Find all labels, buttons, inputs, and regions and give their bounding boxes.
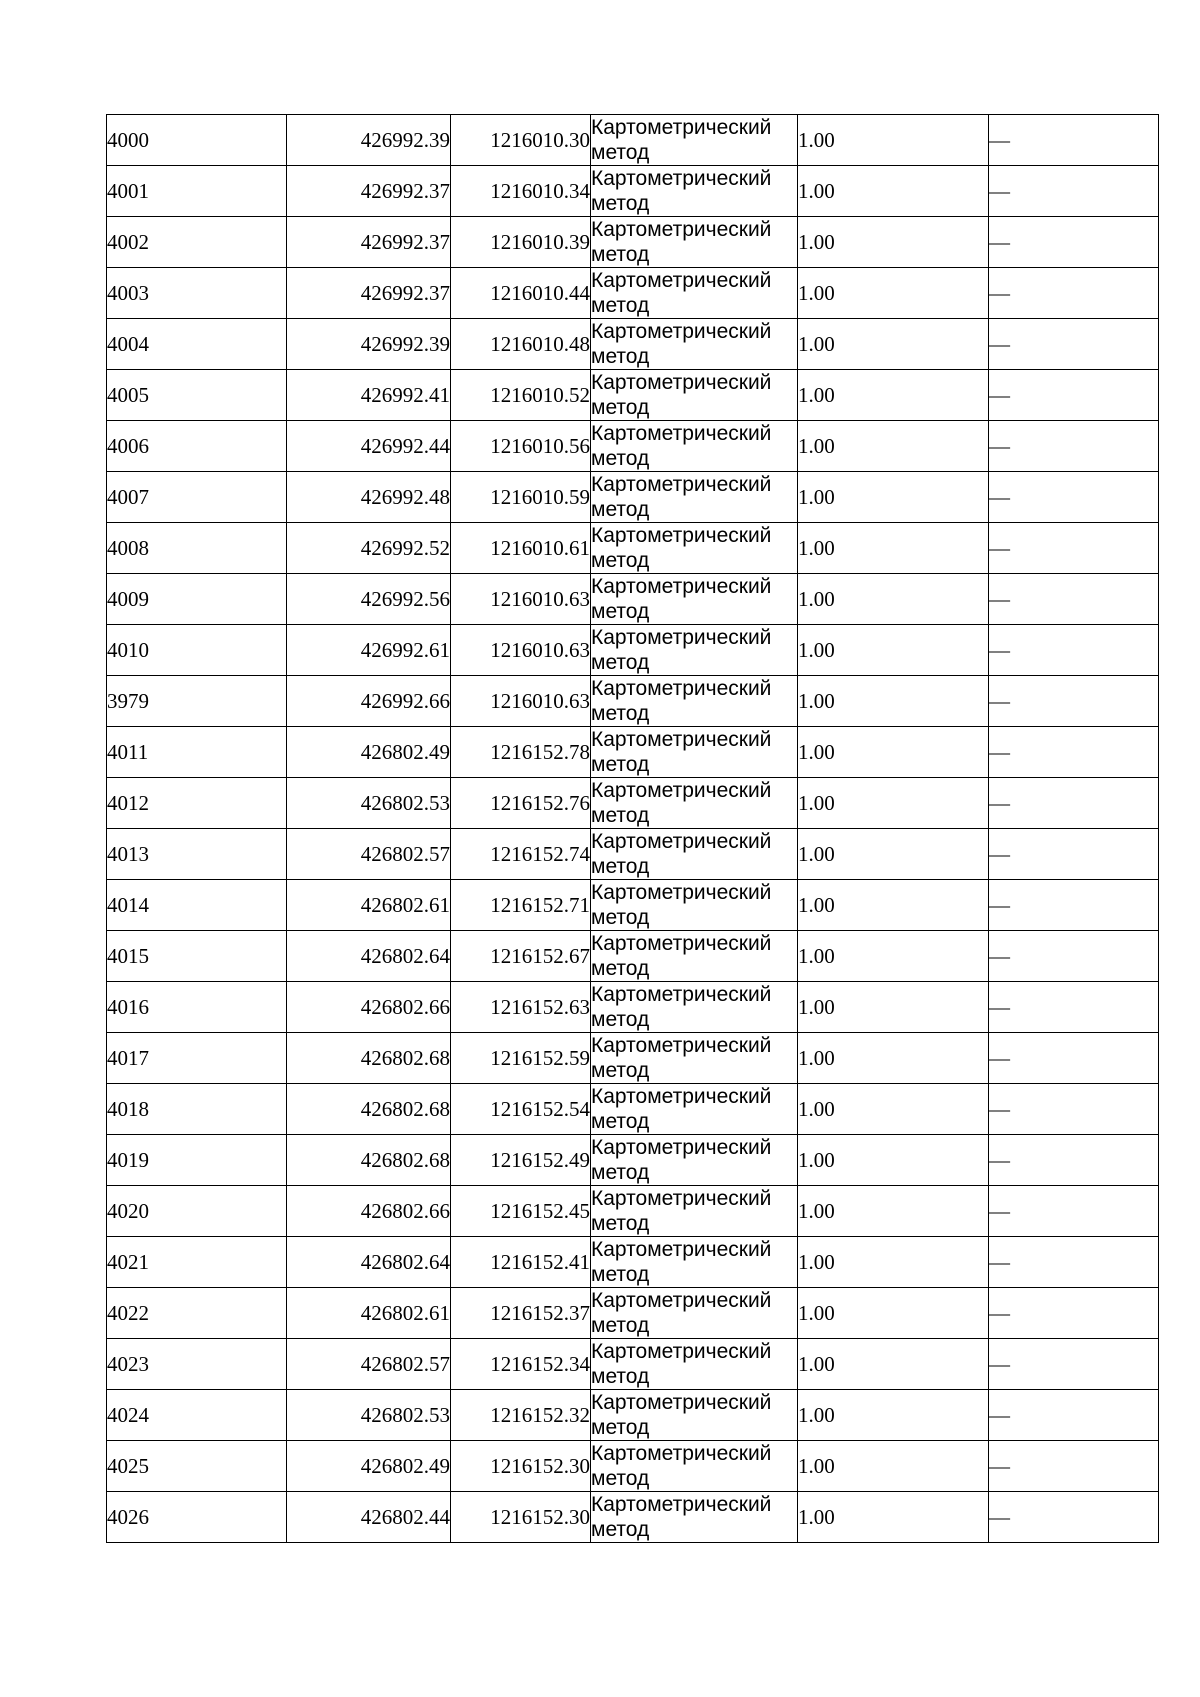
table-row	[107, 319, 1159, 370]
table-row	[107, 1288, 1159, 1339]
table-row	[107, 421, 1159, 472]
coordinate-x-cell: 426992.52	[287, 523, 451, 574]
table-row	[107, 676, 1159, 727]
method-line-1: Картометрический	[591, 1442, 772, 1465]
accuracy-cell: 1.00	[798, 931, 989, 982]
method-line-2: метод	[591, 702, 650, 725]
method-line-2: метод	[591, 1161, 650, 1184]
coordinate-x-cell: 426802.61	[287, 880, 451, 931]
coordinate-y-cell: 1216010.59	[451, 472, 591, 523]
point-number-cell: 4001	[107, 166, 287, 217]
method-line-1: Картометрический	[591, 473, 772, 496]
table-row	[107, 880, 1159, 931]
description-cell: —	[989, 1186, 1159, 1237]
method-line-1: Картометрический	[591, 575, 772, 598]
table-row	[107, 1237, 1159, 1288]
point-number-cell: 4025	[107, 1441, 287, 1492]
point-number-cell: 4008	[107, 523, 287, 574]
coordinates-table-body	[107, 115, 1159, 1543]
method-line-1: Картометрический	[591, 1136, 772, 1159]
method-cell	[591, 880, 798, 931]
accuracy-cell: 1.00	[798, 1339, 989, 1390]
point-number-cell: 4021	[107, 1237, 287, 1288]
method-line-2: метод	[591, 447, 650, 470]
coordinate-y-cell: 1216152.78	[451, 727, 591, 778]
accuracy-cell: 1.00	[798, 1186, 989, 1237]
accuracy-cell: 1.00	[798, 1288, 989, 1339]
method-line-2: метод	[591, 600, 650, 623]
method-line-2: метод	[591, 957, 650, 980]
coordinates-table	[106, 114, 1159, 1543]
coordinate-x-cell: 426992.61	[287, 625, 451, 676]
method-cell	[591, 1288, 798, 1339]
point-number-cell: 4000	[107, 115, 287, 166]
table-row	[107, 1084, 1159, 1135]
method-cell	[591, 421, 798, 472]
coordinate-x-cell: 426802.53	[287, 1390, 451, 1441]
coordinate-x-cell: 426802.49	[287, 727, 451, 778]
method-line-2: метод	[591, 498, 650, 521]
description-cell: —	[989, 115, 1159, 166]
method-line-1: Картометрический	[591, 1340, 772, 1363]
table-row	[107, 778, 1159, 829]
method-cell	[591, 115, 798, 166]
coordinate-y-cell: 1216152.45	[451, 1186, 591, 1237]
table-row	[107, 625, 1159, 676]
method-line-2: метод	[591, 1467, 650, 1490]
table-row	[107, 115, 1159, 166]
coordinate-x-cell: 426802.44	[287, 1492, 451, 1543]
table-row	[107, 727, 1159, 778]
accuracy-cell: 1.00	[798, 523, 989, 574]
method-line-2: метод	[591, 1365, 650, 1388]
point-number-cell: 4020	[107, 1186, 287, 1237]
accuracy-cell: 1.00	[798, 1237, 989, 1288]
accuracy-cell: 1.00	[798, 319, 989, 370]
method-cell	[591, 1033, 798, 1084]
point-number-cell: 4002	[107, 217, 287, 268]
method-cell	[591, 1441, 798, 1492]
method-line-2: метод	[591, 345, 650, 368]
method-line-1: Картометрический	[591, 320, 772, 343]
coordinate-y-cell: 1216010.63	[451, 625, 591, 676]
method-cell	[591, 574, 798, 625]
point-number-cell: 4003	[107, 268, 287, 319]
method-line-2: метод	[591, 141, 650, 164]
method-line-1: Картометрический	[591, 269, 772, 292]
coordinate-x-cell: 426802.64	[287, 1237, 451, 1288]
coordinate-y-cell: 1216010.56	[451, 421, 591, 472]
point-number-cell: 4006	[107, 421, 287, 472]
method-line-1: Картометрический	[591, 1391, 772, 1414]
accuracy-cell: 1.00	[798, 727, 989, 778]
method-cell	[591, 625, 798, 676]
description-cell: —	[989, 880, 1159, 931]
method-line-1: Картометрический	[591, 524, 772, 547]
table-row	[107, 268, 1159, 319]
point-number-cell: 4014	[107, 880, 287, 931]
description-cell: —	[989, 1390, 1159, 1441]
table-row	[107, 982, 1159, 1033]
coordinate-x-cell: 426802.64	[287, 931, 451, 982]
coordinate-y-cell: 1216010.30	[451, 115, 591, 166]
accuracy-cell: 1.00	[798, 1492, 989, 1543]
accuracy-cell: 1.00	[798, 421, 989, 472]
point-number-cell: 4024	[107, 1390, 287, 1441]
method-line-1: Картометрический	[591, 830, 772, 853]
coordinate-y-cell: 1216152.63	[451, 982, 591, 1033]
coordinate-y-cell: 1216010.48	[451, 319, 591, 370]
table-row	[107, 370, 1159, 421]
method-line-1: Картометрический	[591, 1289, 772, 1312]
coordinate-y-cell: 1216010.52	[451, 370, 591, 421]
description-cell: —	[989, 778, 1159, 829]
coordinate-x-cell: 426992.39	[287, 319, 451, 370]
method-cell	[591, 370, 798, 421]
method-cell	[591, 931, 798, 982]
coordinate-x-cell: 426992.37	[287, 217, 451, 268]
coordinate-x-cell: 426992.39	[287, 115, 451, 166]
description-cell: —	[989, 370, 1159, 421]
accuracy-cell: 1.00	[798, 1390, 989, 1441]
method-cell	[591, 1390, 798, 1441]
method-cell	[591, 1084, 798, 1135]
method-line-1: Картометрический	[591, 983, 772, 1006]
coordinate-y-cell: 1216010.34	[451, 166, 591, 217]
description-cell: —	[989, 676, 1159, 727]
coordinate-y-cell: 1216152.71	[451, 880, 591, 931]
table-row	[107, 166, 1159, 217]
accuracy-cell: 1.00	[798, 574, 989, 625]
accuracy-cell: 1.00	[798, 217, 989, 268]
point-number-cell: 4004	[107, 319, 287, 370]
method-line-2: метод	[591, 1416, 650, 1439]
table-row	[107, 1135, 1159, 1186]
accuracy-cell: 1.00	[798, 778, 989, 829]
accuracy-cell: 1.00	[798, 625, 989, 676]
method-line-1: Картометрический	[591, 1085, 772, 1108]
description-cell: —	[989, 421, 1159, 472]
method-cell	[591, 829, 798, 880]
point-number-cell: 3979	[107, 676, 287, 727]
coordinate-y-cell: 1216010.44	[451, 268, 591, 319]
method-line-2: метод	[591, 804, 650, 827]
method-cell	[591, 676, 798, 727]
accuracy-cell: 1.00	[798, 268, 989, 319]
coordinate-y-cell: 1216152.30	[451, 1441, 591, 1492]
coordinate-x-cell: 426802.57	[287, 829, 451, 880]
coordinate-x-cell: 426802.68	[287, 1033, 451, 1084]
point-number-cell: 4013	[107, 829, 287, 880]
accuracy-cell: 1.00	[798, 166, 989, 217]
description-cell: —	[989, 1492, 1159, 1543]
accuracy-cell: 1.00	[798, 472, 989, 523]
table-row	[107, 1492, 1159, 1543]
method-line-1: Картометрический	[591, 1493, 772, 1516]
description-cell: —	[989, 166, 1159, 217]
table-row	[107, 1339, 1159, 1390]
method-line-1: Картометрический	[591, 167, 772, 190]
method-line-1: Картометрический	[591, 116, 772, 139]
method-line-1: Картометрический	[591, 1034, 772, 1057]
point-number-cell: 4019	[107, 1135, 287, 1186]
coordinate-x-cell: 426992.37	[287, 166, 451, 217]
coordinate-y-cell: 1216152.49	[451, 1135, 591, 1186]
coordinate-x-cell: 426802.68	[287, 1135, 451, 1186]
method-line-2: метод	[591, 855, 650, 878]
description-cell: —	[989, 931, 1159, 982]
accuracy-cell: 1.00	[798, 829, 989, 880]
description-cell: —	[989, 268, 1159, 319]
point-number-cell: 4016	[107, 982, 287, 1033]
description-cell: —	[989, 1237, 1159, 1288]
description-cell: —	[989, 625, 1159, 676]
point-number-cell: 4009	[107, 574, 287, 625]
method-cell	[591, 319, 798, 370]
coordinate-y-cell: 1216152.32	[451, 1390, 591, 1441]
method-line-1: Картометрический	[591, 881, 772, 904]
method-cell	[591, 727, 798, 778]
method-line-2: метод	[591, 192, 650, 215]
table-row	[107, 1441, 1159, 1492]
coordinate-x-cell: 426802.53	[287, 778, 451, 829]
description-cell: —	[989, 1033, 1159, 1084]
method-cell	[591, 1492, 798, 1543]
method-line-2: метод	[591, 396, 650, 419]
description-cell: —	[989, 1339, 1159, 1390]
table-row	[107, 523, 1159, 574]
point-number-cell: 4010	[107, 625, 287, 676]
coordinate-x-cell: 426802.66	[287, 982, 451, 1033]
method-line-2: метод	[591, 1314, 650, 1337]
accuracy-cell: 1.00	[798, 1135, 989, 1186]
accuracy-cell: 1.00	[798, 880, 989, 931]
description-cell: —	[989, 1135, 1159, 1186]
point-number-cell: 4015	[107, 931, 287, 982]
method-line-2: метод	[591, 549, 650, 572]
point-number-cell: 4023	[107, 1339, 287, 1390]
method-line-2: метод	[591, 651, 650, 674]
accuracy-cell: 1.00	[798, 1441, 989, 1492]
method-line-1: Картометрический	[591, 371, 772, 394]
method-cell	[591, 523, 798, 574]
point-number-cell: 4007	[107, 472, 287, 523]
method-line-2: метод	[591, 753, 650, 776]
method-line-2: метод	[591, 1008, 650, 1031]
table-row	[107, 574, 1159, 625]
description-cell: —	[989, 1441, 1159, 1492]
method-cell	[591, 472, 798, 523]
coordinate-y-cell: 1216152.76	[451, 778, 591, 829]
coordinate-y-cell: 1216010.39	[451, 217, 591, 268]
point-number-cell: 4011	[107, 727, 287, 778]
method-cell	[591, 1135, 798, 1186]
description-cell: —	[989, 472, 1159, 523]
table-row	[107, 1186, 1159, 1237]
description-cell: —	[989, 523, 1159, 574]
method-line-2: метод	[591, 1059, 650, 1082]
description-cell: —	[989, 319, 1159, 370]
method-line-2: метод	[591, 1263, 650, 1286]
coordinate-x-cell: 426992.41	[287, 370, 451, 421]
method-line-2: метод	[591, 1212, 650, 1235]
coordinate-x-cell: 426802.66	[287, 1186, 451, 1237]
table-row	[107, 472, 1159, 523]
accuracy-cell: 1.00	[798, 1033, 989, 1084]
method-cell	[591, 778, 798, 829]
description-cell: —	[989, 217, 1159, 268]
method-cell	[591, 217, 798, 268]
method-line-1: Картометрический	[591, 779, 772, 802]
description-cell: —	[989, 1288, 1159, 1339]
description-cell: —	[989, 574, 1159, 625]
method-cell	[591, 1237, 798, 1288]
point-number-cell: 4017	[107, 1033, 287, 1084]
coordinate-y-cell: 1216010.63	[451, 676, 591, 727]
description-cell: —	[989, 829, 1159, 880]
coordinate-y-cell: 1216152.30	[451, 1492, 591, 1543]
table-row	[107, 217, 1159, 268]
coordinate-x-cell: 426802.57	[287, 1339, 451, 1390]
method-line-1: Картометрический	[591, 218, 772, 241]
accuracy-cell: 1.00	[798, 676, 989, 727]
method-line-1: Картометрический	[591, 422, 772, 445]
point-number-cell: 4026	[107, 1492, 287, 1543]
table-row	[107, 829, 1159, 880]
method-line-1: Картометрический	[591, 626, 772, 649]
table-row	[107, 931, 1159, 982]
coordinate-x-cell: 426802.49	[287, 1441, 451, 1492]
method-cell	[591, 1186, 798, 1237]
coordinate-y-cell: 1216152.34	[451, 1339, 591, 1390]
point-number-cell: 4005	[107, 370, 287, 421]
method-line-1: Картометрический	[591, 677, 772, 700]
description-cell: —	[989, 727, 1159, 778]
coordinate-x-cell: 426802.68	[287, 1084, 451, 1135]
method-line-2: метод	[591, 243, 650, 266]
accuracy-cell: 1.00	[798, 982, 989, 1033]
point-number-cell: 4022	[107, 1288, 287, 1339]
point-number-cell: 4012	[107, 778, 287, 829]
method-line-1: Картометрический	[591, 728, 772, 751]
method-cell	[591, 268, 798, 319]
accuracy-cell: 1.00	[798, 1084, 989, 1135]
coordinate-x-cell: 426992.48	[287, 472, 451, 523]
coordinate-x-cell: 426992.66	[287, 676, 451, 727]
point-number-cell: 4018	[107, 1084, 287, 1135]
method-line-2: метод	[591, 906, 650, 929]
coordinate-y-cell: 1216152.74	[451, 829, 591, 880]
coordinate-y-cell: 1216152.67	[451, 931, 591, 982]
table-row	[107, 1033, 1159, 1084]
coordinate-y-cell: 1216152.37	[451, 1288, 591, 1339]
accuracy-cell: 1.00	[798, 370, 989, 421]
method-line-1: Картометрический	[591, 1238, 772, 1261]
method-line-2: метод	[591, 294, 650, 317]
method-cell	[591, 982, 798, 1033]
coordinate-x-cell: 426802.61	[287, 1288, 451, 1339]
accuracy-cell: 1.00	[798, 115, 989, 166]
description-cell: —	[989, 1084, 1159, 1135]
coordinate-y-cell: 1216152.59	[451, 1033, 591, 1084]
coordinate-y-cell: 1216010.61	[451, 523, 591, 574]
coordinate-y-cell: 1216152.41	[451, 1237, 591, 1288]
method-line-1: Картометрический	[591, 1187, 772, 1210]
method-cell	[591, 166, 798, 217]
coordinate-x-cell: 426992.44	[287, 421, 451, 472]
table-row	[107, 1390, 1159, 1441]
coordinate-x-cell: 426992.56	[287, 574, 451, 625]
method-line-1: Картометрический	[591, 932, 772, 955]
method-cell	[591, 1339, 798, 1390]
coordinate-y-cell: 1216152.54	[451, 1084, 591, 1135]
coordinate-y-cell: 1216010.63	[451, 574, 591, 625]
coordinate-x-cell: 426992.37	[287, 268, 451, 319]
description-cell: —	[989, 982, 1159, 1033]
method-line-2: метод	[591, 1518, 650, 1541]
method-line-2: метод	[591, 1110, 650, 1133]
